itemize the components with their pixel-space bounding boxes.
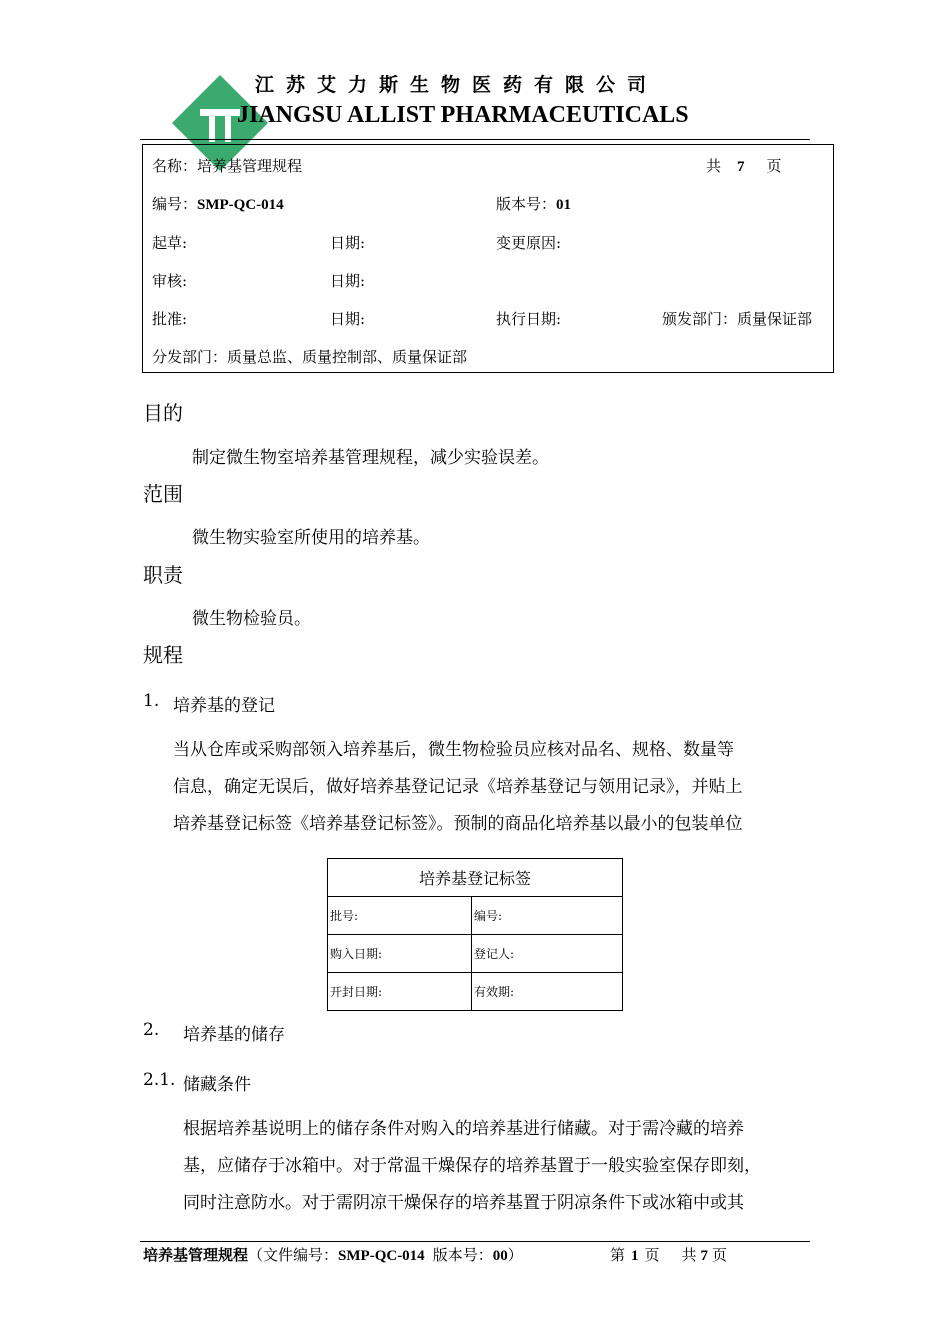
footer-code-label: （文件编号： [248, 1246, 339, 1264]
section-2-1-line: 同时注意防水。对于需阴凉干燥保存的培养基置于阴凉条件下或冰箱中或其 [183, 1193, 744, 1213]
footer-divider [140, 1241, 810, 1242]
approve-label: 批准: [152, 310, 188, 328]
page-count-value: 7 [737, 159, 745, 175]
doc-name-field [152, 155, 302, 176]
label-cell-purchase-date: 购入日期: [328, 935, 472, 973]
footer-page-suffix: 页 [644, 1246, 660, 1264]
section-1-number: 1. [143, 691, 160, 711]
page-count-field [706, 155, 782, 176]
page-count-unit: 页 [766, 157, 782, 175]
footer-page-number: 1 [631, 1248, 639, 1264]
approve-date-label: 日期: [330, 310, 366, 328]
label-cell-registrar: 登记人: [472, 935, 623, 973]
section-2-1-line: 基，应储存于冰箱中。对于常温干燥保存的培养基置于一般实验室保存即刻， [183, 1156, 761, 1176]
doc-name-label: 名称： [152, 157, 198, 175]
header-divider [140, 139, 810, 140]
doc-code-label: 编号： [152, 195, 198, 213]
draft-date-label: 日期: [330, 234, 366, 252]
section-1-line: 当从仓库或采购部领入培养基后，微生物检验员应核对品名、规格、数量等 [173, 740, 734, 760]
registration-label-table [327, 858, 623, 1011]
company-name-en: JIANGSU ALLIST PHARMACEUTICALS [237, 102, 689, 128]
doc-code-field [152, 193, 284, 214]
version-label: 版本号： [496, 195, 557, 213]
footer-close: ） [507, 1246, 523, 1264]
section-1-title: 培养基的登记 [173, 696, 275, 716]
review-date-label: 日期: [330, 272, 366, 290]
section-2-title: 培养基的储存 [183, 1025, 285, 1045]
purpose-heading: 目的 [143, 401, 183, 425]
review-label: 审核: [152, 272, 188, 290]
company-name-cn: 江苏艾力斯生物医药有限公司 [255, 74, 659, 96]
label-cell-batch-no: 批号: [328, 897, 472, 935]
procedure-heading: 规程 [143, 643, 183, 667]
section-2-number: 2. [143, 1020, 160, 1040]
footer-doc-title: 培养基管理规程 [143, 1248, 249, 1264]
label-cell-open-date: 开封日期: [328, 973, 472, 1011]
label-table-title: 培养基登记标签 [328, 859, 623, 897]
issuing-dept: 颁发部门：质量保证部 [662, 310, 813, 328]
change-reason-label: 变更原因: [496, 234, 562, 252]
footer-version-label: 版本号： [432, 1246, 493, 1264]
responsibility-text: 微生物检验员。 [192, 609, 311, 629]
purpose-text: 制定微生物室培养基管理规程，减少实验误差。 [192, 448, 549, 468]
doc-name-value: 培养基管理规程 [197, 157, 303, 175]
footer-doc-version: 00 [492, 1248, 508, 1264]
section-2-1-line: 根据培养基说明上的储存条件对购入的培养基进行储藏。对于需冷藏的培养 [183, 1119, 744, 1139]
footer-page-info [610, 1244, 727, 1265]
version-field [496, 193, 571, 214]
footer-doc-info [143, 1244, 523, 1265]
footer-doc-code: SMP-QC-014 [338, 1248, 425, 1264]
footer-total-suffix: 页 [712, 1246, 728, 1264]
page-count-label: 共 [706, 157, 722, 175]
footer-total-number: 7 [700, 1248, 709, 1264]
section-2-1-number: 2.1. [143, 1070, 176, 1090]
doc-code-value: SMP-QC-014 [197, 197, 284, 213]
version-value: 01 [556, 197, 572, 213]
scope-heading: 范围 [143, 482, 183, 506]
section-1-line: 信息，确定无误后，做好培养基登记记录《培养基登记与领用记录》，并贴上 [173, 777, 743, 797]
effective-date-label: 执行日期: [496, 310, 562, 328]
responsibility-heading: 职责 [143, 563, 183, 587]
section-1-body [173, 732, 743, 843]
scope-text: 微生物实验室所使用的培养基。 [192, 528, 430, 548]
section-2-1-body [183, 1111, 761, 1222]
section-1-line: 培养基登记标签《培养基登记标签》。预制的商品化培养基以最小的包装单位 [173, 814, 743, 834]
distribution-depts: 分发部门：质量总监、质量控制部、质量保证部 [152, 348, 468, 366]
label-cell-expiry: 有效期: [472, 973, 623, 1011]
draft-label: 起草: [152, 234, 188, 252]
label-cell-code: 编号: [472, 897, 623, 935]
document-info-box [142, 144, 834, 373]
section-2-1-title: 储藏条件 [183, 1075, 251, 1095]
footer-total-prefix: 共 [681, 1246, 697, 1264]
footer-page-prefix: 第 [610, 1246, 626, 1264]
